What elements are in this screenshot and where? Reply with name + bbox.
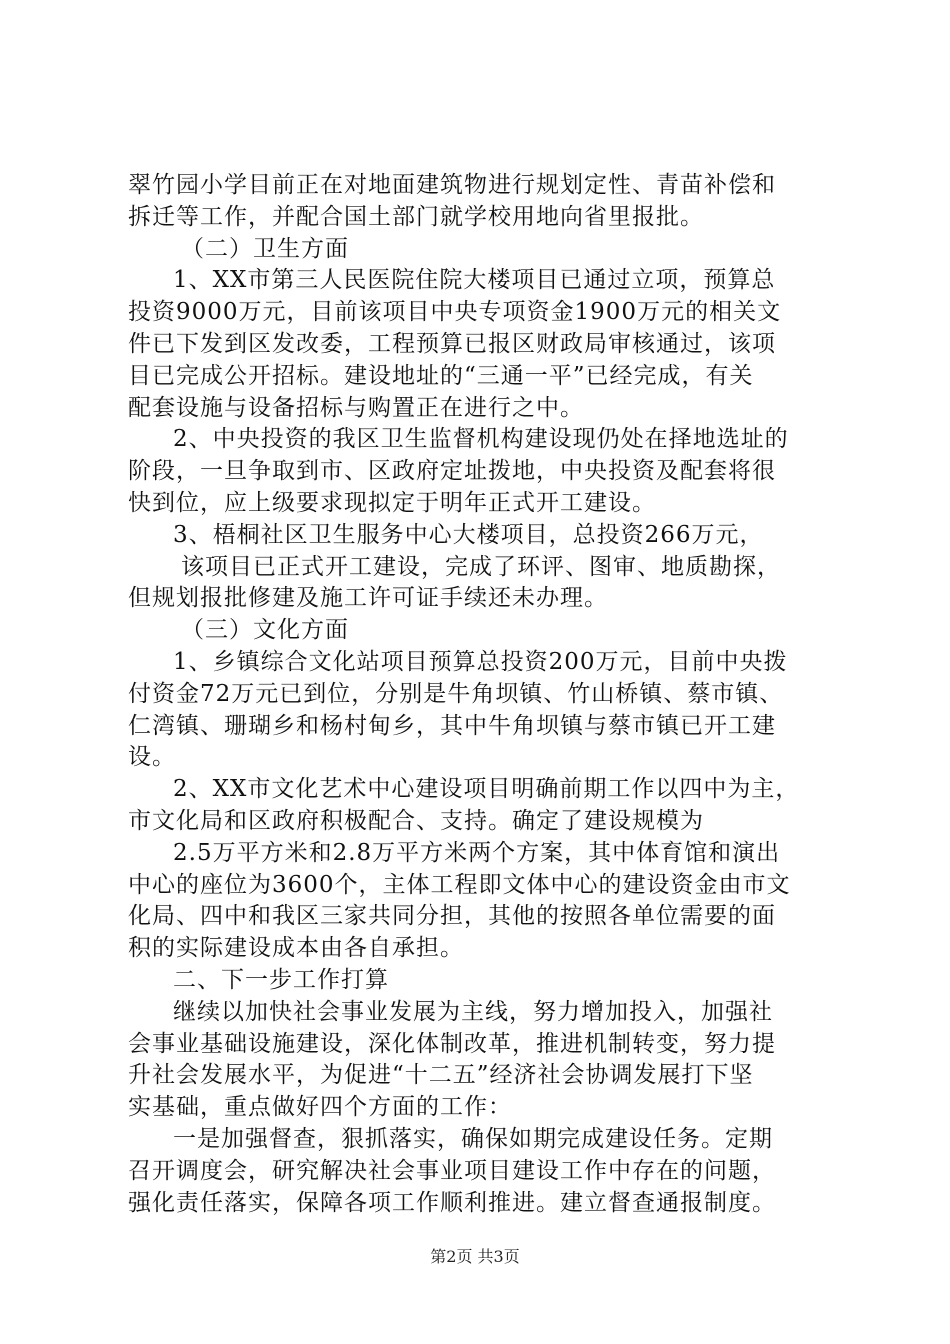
text-line: 市文化局和区政府积极配合、支持。确定了建设规模为	[128, 807, 704, 834]
text-line: （二）卫生方面	[181, 235, 349, 262]
text-line: 化局、四中和我区三家共同分担，其他的按照各单位需要的面	[128, 903, 776, 930]
text-line: 2、中央投资的我区卫生监督机构建设现仍处在择地选址的	[173, 426, 789, 453]
text-line: 拆迁等工作，并配合国土部门就学校用地向省里报批。	[128, 203, 704, 230]
document-body	[128, 170, 838, 1219]
text-line: 2、XX市文化艺术中心建设项目明确前期工作以四中为主，	[173, 776, 800, 803]
text-line: 强化责任落实，保障各项工作顺利推进。建立督查通报制度。	[128, 1189, 776, 1216]
text-line: 继续以加快社会事业发展为主线，努力增加投入，加强社	[173, 998, 773, 1025]
text-line: 实基础，重点做好四个方面的工作：	[128, 1094, 512, 1121]
text-line: 该项目已正式开工建设，完成了环评、图审、地质勘探，	[181, 553, 781, 580]
text-line: 翠竹园小学目前正在对地面建筑物进行规划定性、青苗补偿和	[128, 172, 776, 198]
text-line: 积的实际建设成本由各自承担。	[128, 935, 464, 962]
text-line: 中心的座位为3600个，主体工程即文体中心的建设资金由市文	[128, 871, 791, 898]
text-line: 目已完成公开招标。建设地址的“三通一平”已经完成，有关	[128, 362, 754, 389]
text-line: 3、梧桐社区卫生服务中心大楼项目，总投资266万元，	[173, 521, 764, 548]
text-line: 付资金72万元已到位，分别是牛角坝镇、竹山桥镇、蔡市镇、	[128, 680, 784, 707]
text-line: 设。	[128, 744, 176, 771]
text-line: 1、XX市第三人民医院住院大楼项目已通过立项，预算总	[173, 267, 776, 294]
text-line: 二、下一步工作打算	[173, 966, 389, 993]
text-line: 升社会发展水平，为促进“十二五”经济社会协调发展打下坚	[128, 1062, 754, 1089]
text-line: 1、乡镇综合文化站项目预算总投资200万元，目前中央拨	[173, 648, 788, 675]
text-line: 但规划报批修建及施工许可证手续还未办理。	[128, 585, 608, 612]
text-line: 投资9000万元，目前该项目中央专项资金1900万元的相关文	[128, 299, 782, 326]
text-line: 一是加强督查，狠抓落实，确保如期完成建设任务。定期	[173, 1125, 773, 1152]
text-line: 配套设施与设备招标与购置正在进行之中。	[128, 394, 584, 421]
text-line: 会事业基础设施建设，深化体制改革，推进机制转变，努力提	[128, 1030, 776, 1057]
text-line: 仁湾镇、珊瑚乡和杨村甸乡，其中牛角坝镇与蔡市镇已开工建	[128, 712, 776, 739]
text-line: 召开调度会，研究解决社会事业项目建设工作中存在的问题，	[128, 1157, 776, 1184]
text-line: 阶段，一旦争取到市、区政府定址拨地，中央投资及配套将很	[128, 458, 776, 485]
text-line: 件已下发到区发改委，工程预算已报区财政局审核通过，该项	[128, 330, 776, 357]
text-line: 2.5万平方米和2.8万平方米两个方案，其中体育馆和演出	[173, 839, 781, 866]
page-footer: 第2页 共3页	[430, 1247, 520, 1266]
text-line: 快到位，应上级要求现拟定于明年正式开工建设。	[128, 489, 656, 516]
text-line: （三）文化方面	[181, 617, 349, 644]
